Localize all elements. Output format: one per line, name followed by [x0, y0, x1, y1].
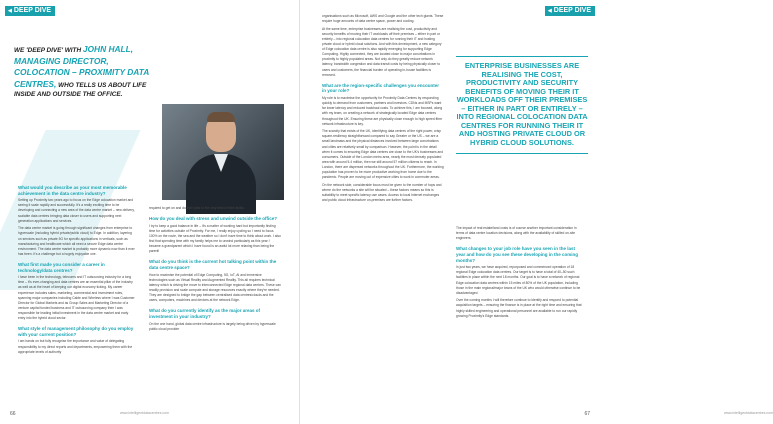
body-paragraph: Over the coming months I will therefore continue to identify and respond to potential acquisition targets – ensuring the finance is in place at the right time and ensuring that highly skilled engineering and operational personnel are available to run our rapidly growing Proximity's Edge standards.: [456, 298, 582, 318]
body-paragraph: Setting up Proximity two years ago to focus on the Edge colocation market and seeing it scale rapidly and successfully. It's a really exciting time to be developing and connecting a new area of the data centre market – new delivery, scalable data centres bringing data closer to users and supporting next generation applications and services.: [18, 198, 135, 223]
question-heading: What first made you consider a career in technology/data centres?: [18, 261, 105, 273]
body-paragraph: I try to keep a good balance in life – it's a matter of working hard but importantly finding time for activities outside of Proximity. For me, I really enjoy cycling so I need to focus 100% on the route, the sea and the weather so I don't have time to think about work. I also find that spending time with my family helps me to unwind particularly as this year I became a grandparent which I have found is an awful lot more relaxing than being the parent!: [149, 223, 281, 254]
body-paragraph: I have been in the technology, telecoms and IT outsourcing industry for a long time – it's ever-changing and data centres are an essential pillar of the industry as well as at the heart of keeping our digital economy ticking. My career experience includes sales, marketing, commercial and investment roles, spanning major companies including Cable and Wireless where I was Customer Director for Global Markets and as Group Sales and Marketing Director of a venture capital funded business and IT outsourcing company then I was responsible for leading initial investment in the data centre market and early entry into the hybrid cloud sector.: [18, 275, 135, 321]
body-paragraph: At the same time, enterprise businesses are realising the cost, productivity and security benefits of moving their IT workloads off their premises – either in part or entirely – into regional colocation data centres for running their IT and hosting private cloud or hybrid cloud solutions. And with this development, a new category of Edge colocation data centre is also rapidly emerging for supporting Edge Computing. Highly connected, they are located close to major conurbations in proximity to highly populated areas. Not only do they greatly reduce network latency, bandwidth congestion and data transit costs by being physically closer to users and customers, the financial burden of operating in-house facilities is removed.: [322, 26, 442, 77]
intro-suffix: WHO TELLS US ABOUT LIFE INSIDE AND OUTSIDE THE OFFICE.: [14, 81, 147, 98]
question-heading: What are the region-specific challenges you encounter in your role?: [322, 82, 440, 94]
photo-hair: [207, 112, 235, 122]
triangle-icon: ◀: [547, 8, 552, 14]
question-heading: What would you describe as your most memorable achievement in the data centre industry?: [18, 185, 127, 196]
body-paragraph: In just two years, we have acquired, repurposed and commenced operation of 18 regional Edge colocation data centres. Our target is to have a total of 40–50 such facilities in place within the next 18 months. Our goal is to have a network of regional Edge colocation data centres within 15 miles of 80% of the UK population, including those in the main regional/major towns of the UK who would otherwise continue to be disadvantaged.: [456, 265, 581, 295]
body-paragraph: My role is to maximise the opportunity for Proximity Data Centres by responding quickly to demand from customers, partners and investors. CDNs and MSPs want far lower latency and reduced backhaul costs. To achieve this, I am focused, along with my team, on creating a network of strategically located Edge data centres throughout the UK. Ensuring these are physically close enough to high speed fibre network infrastructure is key.: [322, 96, 443, 126]
right-column-2: [456, 226, 584, 321]
page-url-right: www.intelligentdatacentres.com: [724, 411, 773, 415]
body-paragraph: On the network side, considerable focus must be given to the number of hops and where do the networks a site will be situated – these factors means so this is suitability to meet specific latency use cases. Access to local Internet exchanges and public cloud infrastructure on-premises are further factors.: [322, 182, 442, 203]
page-number-left: 66: [10, 411, 16, 417]
question-heading: What style of management philosophy do you employ with your current position?: [18, 326, 134, 337]
body-paragraph: On the one hand, global data centre infrastructure is largely being driven by hyperscale public cloud provider: [149, 321, 276, 331]
body-paragraph: organisations such as Microsoft, AWS and Google and the other tech giants. These require huge amounts of data centre space, power and cooling.: [322, 14, 444, 24]
body-paragraph: required to get on and do their jobs to the very best of their ability.: [149, 206, 245, 210]
left-page: [0, 0, 300, 424]
portrait-photo: [162, 104, 284, 200]
question-heading: How do you deal with stress and unwind outside the office?: [149, 216, 278, 222]
question-heading: What do you currently identify as the major areas of investment in your industry?: [149, 308, 261, 319]
question-heading: What changes to your job role have you seen in the last year and how do you see these developing in the coming months?: [456, 246, 579, 263]
body-paragraph: I am hands on but fully recognise the importance and value of delegating responsibility to my direct reports and departments, empowering them with the appropriate levels of authority: [18, 339, 133, 354]
body-paragraph: How to maximise the potential of Edge Computing, 5G, IoT, AI and immersive technologies such as Virtual Reality and Augmented Reality. This all requires technical latency which is driving the move to interconnected Edge regional data centres. These can readily provision and scale compute and storage resources exactly where they're needed. They are designed to bridge the gap between centralised data centres/clouds and the users, computers, machines and devices at the network Edge.: [149, 272, 281, 303]
question-heading: What do you think is the current hot talking point within the data centre space?: [149, 259, 277, 271]
body-paragraph: The data centre market is going through significant changes from enterprise to hyperscale (including hybrid private/public cloud) to Edge. In addition, layering on services such as private 5G for specific applications in verticals, such as manufacturing and healthcare which all need a secure Edge data centre environment. The data centre market is probably more dynamic now than it ever has been. It's a challenge but a hugely enjoyable one.: [18, 226, 135, 256]
section-tag-label: DEEP DIVE: [553, 7, 591, 14]
intro-standfirst: [14, 44, 166, 99]
left-column-1: [18, 180, 136, 357]
intro-name: JOHN HALL, MANAGING DIRECTOR, COLOCATION – PROXIMITY DATA CENTRES,: [14, 44, 149, 89]
section-tag-label: DEEP DIVE: [13, 7, 52, 14]
triangle-icon: ◀: [8, 8, 12, 14]
pull-quote: ENTERPRISE BUSINESSES ARE REALISING THE COST, PRODUCTIVITY AND SECURITY BENEFITS OF MOVING THEIR IT WORKLOADS OFF THEIR PREMISES – EITHER IN PART OR ENTIRELY – INTO REGIONAL COLOCATION DATA CENTRES FOR RUNNING THEIR IT AND HOSTING PRIVATE CLOUD OR HYBRID CLOUD SOLUTIONS.: [456, 56, 588, 154]
right-column-1: [322, 14, 444, 206]
section-tag-right: [545, 6, 595, 16]
body-paragraph: The impact of real estate/land costs is of course another important consideration in terms of data centre location decisions, along with the availability of skilled on-site engineers.: [456, 226, 577, 241]
page-url-left: www.intelligentdatacentres.com: [120, 411, 170, 415]
section-tag-left: [5, 6, 55, 16]
body-paragraph: The scarcity that exists of the UK, identifying data centres of the right power, crisp square-resiliency straightforward compared to say Greater or the US – we are a small landmass and the physical distances involved between large conurbations and cities are relatively small by comparison. However, the point is in the detail when it comes to ensuring Edge data centres are close to the UK's businesses and consumers. Outside of the London metro area, nearly the most densely populated area with around 5.4 million, then we still around 57 million citizens to reach. In London, there are dispersed networks throughout the UK. Furthermore, the working population has proven to be more productive working from home due to the pandemic. People are moving out of expensive cities to work in commuter areas.: [322, 129, 444, 180]
intro-prefix: WE 'DEEP DIVE' WITH: [14, 47, 83, 54]
left-column-2: [149, 206, 281, 334]
page-number-right: 67: [584, 411, 590, 417]
